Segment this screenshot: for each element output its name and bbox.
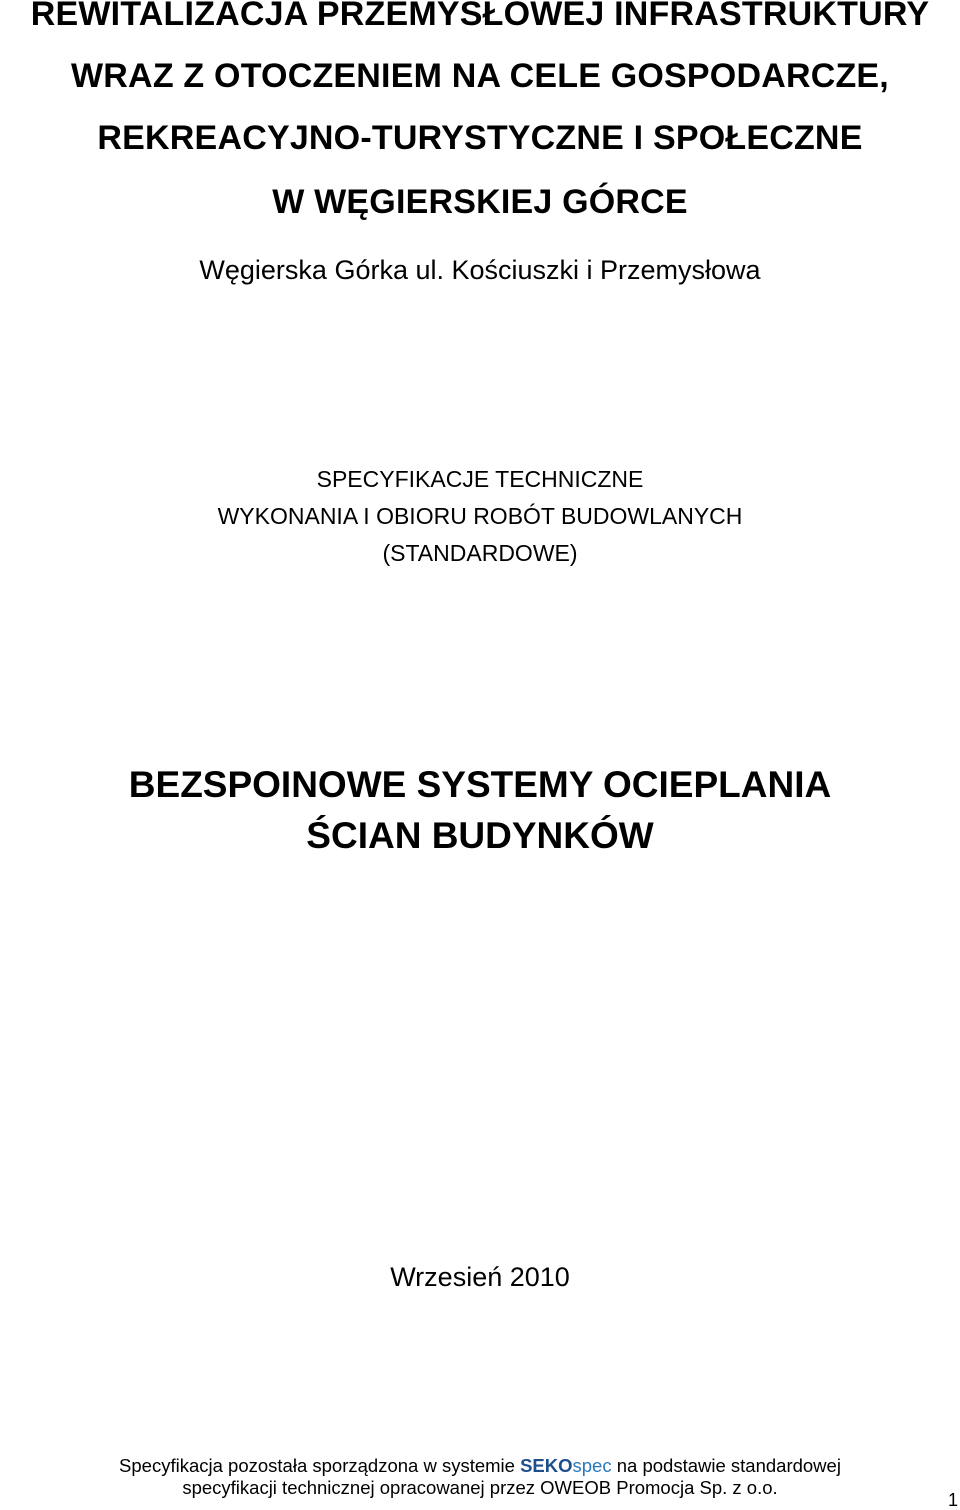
subject-line-2: ŚCIAN BUDYNKÓW bbox=[306, 815, 654, 856]
location-subtitle: Węgierska Górka ul. Kościuszki i Przemysłowa bbox=[199, 255, 761, 285]
document-date: Wrzesień 2010 bbox=[390, 1262, 570, 1292]
footer-text-before: Specyfikacja pozostała sporządzona w systemie bbox=[119, 1455, 521, 1476]
sekospec-logo-spec: spec bbox=[572, 1455, 612, 1476]
title-line-2: WRAZ Z OTOCZENIEM NA CELE GOSPODARCZE, bbox=[71, 57, 889, 95]
title-line-3: REKREACYJNO-TURYSTYCZNE I SPOŁECZNE bbox=[97, 119, 863, 157]
sekospec-logo-seko: SEKO bbox=[520, 1455, 573, 1476]
subject-line-1: BEZSPOINOWE SYSTEMY OCIEPLANIA bbox=[128, 764, 832, 805]
spec-line-2: WYKONANIA I OBIORU ROBÓT BUDOWLANYCH bbox=[217, 503, 743, 529]
spec-line-3: (STANDARDOWE) bbox=[382, 540, 578, 566]
page-number: 1 bbox=[947, 1490, 958, 1510]
spec-line-1: SPECYFIKACJE TECHNICZNE bbox=[316, 466, 644, 492]
footer-text-after: na podstawie standardowej bbox=[611, 1455, 841, 1476]
footer-line-2: specyfikacji technicznej opracowanej przez OWEOB Promocja Sp. z o.o. bbox=[182, 1477, 778, 1498]
title-line-4: W WĘGIERSKIEJ GÓRCE bbox=[272, 183, 688, 221]
footer-line-1 bbox=[0, 1455, 960, 1477]
title-line-1: REWITALIZACJA PRZEMYSŁOWEJ INFRASTRUKTURY bbox=[30, 0, 930, 33]
